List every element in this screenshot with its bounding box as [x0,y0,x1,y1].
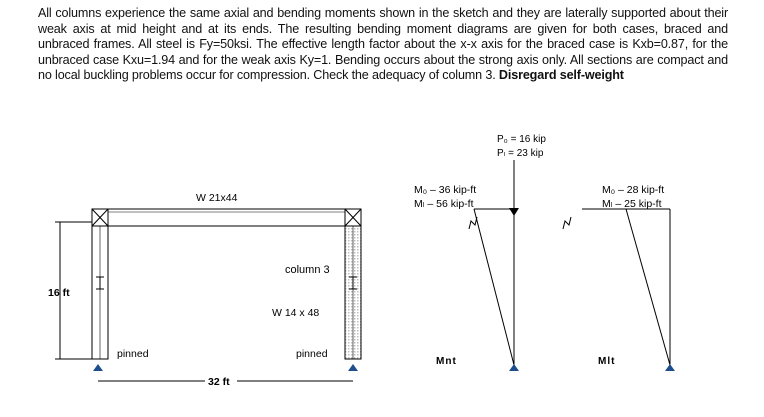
mnt-md-label: M₀ – 36 kip-ft [414,184,477,196]
mlt-ml-label: Mₗ – 25 kip-ft [602,198,662,210]
left-connection-box [92,209,108,226]
mlt-md-label: M₀ – 28 kip-ft [602,184,665,196]
height-label: 16 ft [48,287,70,299]
mlt-diagram [563,209,670,365]
left-support-label: pinned [117,348,149,360]
pd-label: P₀ = 16 kip [497,134,546,145]
mnt-diagonal [474,209,514,365]
mnt-label: Mnt [436,356,457,367]
beam-label: W 21x44 [196,192,238,204]
left-pin-support-icon [93,364,103,371]
section-label: W 14 x 48 [272,307,320,319]
mlt-label: Mlt [598,356,616,367]
column-label: column 3 [285,264,330,276]
mlt-support-icon [665,364,675,371]
problem-bold-tail: Disregard self-weight [498,68,624,83]
mnt-ml-label: Mₗ – 56 kip-ft [414,198,474,210]
mlt-break-icon [563,217,571,229]
span-label: 32 ft [208,376,230,388]
axial-load-arrow-icon [509,208,519,216]
mnt-break-icon [469,217,477,229]
mnt-support-icon [509,364,519,371]
right-connection-box [345,209,361,226]
pl-label: Pₗ = 23 kip [497,148,544,159]
mlt-diagonal [626,209,670,365]
problem-text: All columns experience the same axial and bending moments shown in the sketch and they are laterally supported about their weak axis at mid height and at its ends. The resulting bending moment diagrams are given for both cases, braced and unbraced frames. All steel is Fy=50ksi. The effective length factor about the x-x axis for the braced case is Kxb=0.87, for the unbraced case Kxu=1.94 and for the weak axis Ky=1. Bending occurs about the strong axis only. All sections are compact and no local buckling problems occur for compression. Check the adequacy of column 3. [38,6,728,83]
right-pin-support-icon [348,364,358,371]
right-support-label: pinned [296,348,328,360]
